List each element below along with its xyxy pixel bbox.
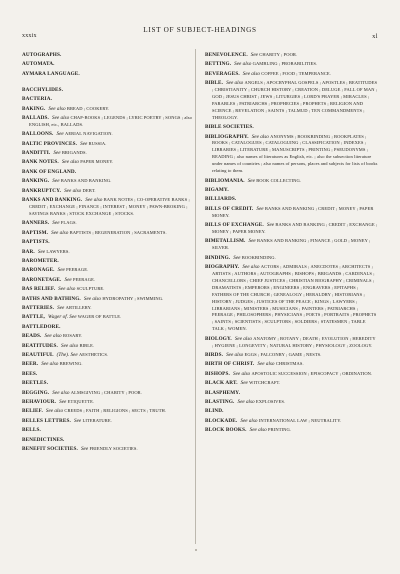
entry-ref-text: BREAD ; COOKERY. [66,105,110,111]
entry-ref-text: BANKS AND BANKING ; FINANCE ; GOLD ; MONEY ; SILVER. [212,238,371,251]
entry-ref-text: CHARITY ; POOR. [259,52,298,57]
entry-ref-label: See also [48,105,66,112]
entry-heading: BEER. [22,361,39,368]
entry-ref-label: See also [64,187,82,194]
entry-ref-label: See also [41,361,59,368]
subject-entry [22,343,195,350]
entry-heading: BINDING. [205,254,231,261]
subject-entry [22,408,195,415]
entry-ref-label: See [80,140,88,147]
left-column [22,52,195,455]
entry-heading: BACCHYLIDES. [22,86,64,93]
subject-entry [22,352,195,359]
entry-ref-label: Wager of. See [48,314,77,321]
subject-entry [22,296,195,303]
entry-ref-text: DEBT. [82,187,96,193]
entry-ref-label: See also [226,80,244,87]
page-number-left: xxxix [22,33,37,39]
entry-ref-text: WITCHCRAFT. [249,380,281,386]
subject-entry [22,267,195,274]
entry-ref-text: COFFEE ; FOOD ; TEMPERANCE. [261,70,332,76]
entry-ref-label: See [73,417,82,424]
subject-entry [205,134,378,175]
entry-heading: AUTOMATA. [22,61,55,68]
entry-ref-text: HYDROPATHY ; SWIMMING. [102,295,164,301]
entry-ref-label: See [59,399,67,406]
column-divider [195,49,196,544]
entry-heading: BANKS AND BANKING. [22,197,83,204]
subject-entry [205,206,378,220]
entry-ref-text: BIBLE. [79,342,95,348]
footer-mark [195,549,197,551]
entry-ref-text: PEERAGE. [72,276,96,282]
entry-ref-label: See also [44,333,62,340]
entry-ref-text: WAGER OF BATTLE. [77,314,122,320]
subject-entry [22,418,195,425]
subject-entry [205,238,378,252]
entry-ref-label: See [250,52,258,58]
entry-ref-label: See also [240,417,258,424]
subject-entry [22,314,195,321]
entry-ref-text: BAPTISTS ; REGENERATION ; SACRAMENTS. [69,229,167,235]
entry-heading: BILLS OF EXCHANGE. [205,222,264,229]
subject-entry [22,258,195,265]
entry-ref-label: See [266,222,275,229]
entry-heading: BAPTISTS. [22,239,50,246]
entry-ref-text: BOOK COLLECTING. [256,177,302,183]
entry-ref-text: ACTORS ; ADMIRALS ; ANECDOTES ; ARCHITECTS ; ARTISTS ; AUTHORS ; AUTOGRAPHS ; BISHOPS ; BRIGANDS ; CARDINALS ; CHANCELLORS ; CHIEF JUSTICES ; CHRISTIAN BIOGRAPHY ; CRIMINALS ; DRAMATISTS ; EMPERORS ; ENGINEERS ; ENGRAVERS ; EPITAPHS ; FATHERS OF THE CHURCH ; GENEALOGY ; HERALDRY ; HISTORIANS ; HISTORY ; JUDGES ; JUSTICES OF THE PEACE ; KINGS ; LAWYERS ; LIBRARIANS ; MINISTERS ; MUSICIANS ; PAINTERS ; PATRIARCHS ; PEERAGE ; PHILOSOPHERS ; PHYSICIANS ; POETS ; PORTRAITS ; PROPHETS ; SAINTS ; SCIENTISTS ; SCULPTORS ; SOLDIERS ; STATESMEN ; TABLE TALK ; WOMEN. [212,264,377,332]
entry-ref-label: See [53,150,61,157]
entry-ref-label: See also [83,295,102,302]
subject-entry [205,427,378,434]
entry-ref-label: See [64,276,72,283]
subject-entry [205,61,378,68]
entry-ref-text: BANK NOTES ; CO-OPERATIVE BANKS ; CREDIT ; EXCHANGE ; FINANCE ; INTEREST ; MONEY ; PAWN-BROKING ; SAVINGS BANKS ; STOCK EXCHANGE ; STOCKS. [29,197,190,216]
subject-entry [205,399,378,406]
entry-heading: BIBLIOGRAPHY. [205,133,249,140]
subject-entry [22,188,195,195]
entry-ref-label: See [247,177,255,184]
entry-heading: BIOLOGY. [205,335,232,342]
entry-ref-text: ANGELS ; APOCRYPHAL GOSPELS ; APOSTLES ; BEATITUDES ; CHRISTIANITY ; CHURCH HISTORY ; CREATION ; DELUGE ; FALL OF MAN ; GOD ; JESUS CHRIST ; JEWS ; LITURGIES ; LORD'S PRAYER ; MIRACLES ; PARABLES ; PATRIARCHS ; PROPHECIES ; PROPHETS ; RELIGION AND SCIENCE ; REVELATION ; SAINTS ; TALMUD ; TEN COMMANDMENTS ; THEOLOGY. [212,80,378,120]
entry-heading: BENEDICTINES. [22,436,65,443]
subject-entry [22,96,195,103]
entry-heading: BEVERAGES. [205,70,240,77]
entry-ref-label: See also [234,335,252,342]
subject-entry [22,230,195,237]
entry-ref-label: See [233,254,241,261]
entry-ref-label: See [57,304,65,311]
entry-ref-text: GAMBLING ; PROBABILITIES. [252,61,318,67]
subject-entry [22,361,195,368]
subject-entry [22,427,195,434]
entry-ref-label: See [52,178,60,185]
entry-ref-text: ANONYMS ; BOOKBINDING ; BOOKPLATES ; BOOKS ; CATALOGUES ; CATALOGUING ; CLASSIFICATION ; INDEXES ; LIBRARIES ; LITERATURE ; MANUSCRIPTS ; PRINTING ; PSEUDONYMS ; READING ; also names of literatures as English, etc. ; also the subsection literature under names of countries ; also names of persons, places and subjects for lists of books relating to them. [212,133,378,174]
subject-entry [205,371,378,378]
entry-heading: BARONAGE. [22,267,55,274]
subject-entry [22,71,195,78]
subject-entry [22,220,195,227]
entry-heading: BIBLIOMANIA. [205,177,245,184]
subject-entry [22,131,195,138]
entry-ref-text: EXPLOSIVES. [255,398,286,404]
entry-ref-label: (The). See [56,352,78,358]
entry-heading: BILLIARDS. [205,196,237,203]
subject-entry [205,408,378,415]
subject-entry [205,196,378,203]
entry-heading: BLIND. [205,408,224,415]
subject-entry [205,222,378,236]
subject-entry [205,80,378,121]
entry-heading: BILLS OF CREDIT. [205,205,254,212]
entry-ref-text: CHRISTMAS. [275,361,304,367]
subject-entry [22,197,195,218]
subject-entry [22,380,195,387]
entry-heading: AYMARA LANGUAGE. [22,70,80,77]
entry-ref-text: LAWYERS. [46,248,70,254]
entry-ref-label: See also [242,70,260,77]
entry-ref-text: BANKS AND BANKING ; CREDIT ; MONEY ; PAPER MONEY. [212,205,374,218]
entry-heading: BALLADS. [22,114,50,121]
entry-ref-text: APOSTOLIC SUCCESSION ; EPISCOPACY ; ORDINATION. [251,370,373,376]
entry-ref-text: ANATOMY ; BOTANY ; DEATH ; EVOLUTION ; HEREDITY ; HYGIENE ; LONGEVITY ; NATURAL HISTORY ; PHYSIOLOGY ; ZOOLOGY. [212,335,376,348]
entry-heading: BENEFIT SOCIETIES. [22,446,78,453]
entry-heading: BIRTH OF CHRIST. [205,361,255,368]
entry-ref-label: See also [234,61,252,68]
entry-ref-text: ETIQUETTE. [67,399,95,405]
entry-ref-text: AERIAL NAVIGATION. [64,131,113,137]
subject-entry [22,159,195,166]
subject-entry [22,390,195,397]
subject-entry [22,115,195,129]
entry-heading: BALTIC PROVINCES. [22,140,78,147]
entry-ref-text: ROSARY. [62,333,83,339]
entry-ref-text: BRIGANDS. [61,150,87,156]
entry-heading: BANNERS. [22,220,50,227]
subject-entry [205,418,378,425]
subject-entry [205,264,378,333]
entry-heading: BATTLEDORE. [22,323,61,330]
entry-ref-text: BREWING. [59,361,83,367]
entry-heading: BISHOPS. [205,370,230,377]
subject-entry [205,390,378,397]
entry-ref-label: See [57,267,65,274]
entry-heading: BEES. [22,370,38,377]
entry-heading: BANKRUPTCY. [22,187,62,194]
entry-ref-text: BOOKBINDING. [241,254,276,260]
entry-heading: BANK NOTES. [22,159,59,166]
entry-heading: BIOGRAPHY. [205,264,240,271]
subject-entry [205,336,378,350]
entry-heading: BEAUTIFUL [22,352,54,358]
entry-heading: BLACK ART. [205,380,238,387]
entry-ref-text: BANKS AND BANKING. [60,178,112,184]
entry-ref-text: EGGS ; FALCONRY ; GAME ; NESTS. [244,351,322,357]
entry-ref-label: See also [51,229,69,236]
entry-heading: BLASPHEMY. [205,389,241,396]
entry-heading: BIBLE SOCIETIES. [205,124,254,131]
subject-entry [205,352,378,359]
subject-entry [22,446,195,453]
entry-heading: BAR. [22,248,35,255]
subject-entry [205,71,378,78]
subject-entry [205,187,378,194]
entry-heading: BANKING. [22,178,50,185]
entry-heading: BANDITTI. [22,150,51,157]
subject-entry [22,277,195,284]
entry-ref-text: PAPER MONEY. [80,159,114,165]
page-header [22,26,378,40]
entry-ref-label: See also [237,398,255,405]
entry-ref-text: LITERATURE. [82,417,112,423]
subject-entry [22,52,195,59]
entry-heading: BELLS. [22,427,41,434]
entry-heading: BELIEF. [22,408,43,415]
entry-ref-text: FLAGS. [60,220,77,226]
entry-heading: BATTERIES. [22,304,55,311]
entry-ref-text: ARTILLERY. [65,304,92,310]
subject-entry [22,437,195,444]
subject-entry [205,255,378,262]
entry-ref-text: RUSSIA. [88,140,107,146]
subject-entry [22,371,195,378]
entry-ref-text: PRINTING. [268,427,292,433]
entry-ref-text: FRIENDLY SOCIETIES. [89,446,138,452]
subject-entry [22,106,195,113]
entry-heading: BEGGING. [22,389,50,396]
entry-heading: BEADS. [22,333,42,340]
subject-entry [22,87,195,94]
entry-ref-text: CREEDS ; FAITH ; RELIGIONS ; SECTS ; TRUTH. [64,408,167,414]
page-number-right: xl [372,33,378,40]
entry-ref-label: See also [61,159,79,166]
entry-heading: BAKING. [22,105,46,112]
entry-ref-label: See also [52,114,70,121]
entry-ref-label: See [80,446,89,453]
entry-ref-label: See [56,131,64,138]
entry-heading: BIMETALLISM. [205,238,246,245]
entry-ref-label: See also [233,370,251,377]
subject-entry [205,380,378,387]
entry-ref-text: CHAP-BOOKS ; LEGENDS ; LYRIC POETRY ; SONGS ; also ENGLISH, etc., BALLADS. [29,114,192,127]
subject-entry [205,52,378,59]
subject-entry [205,178,378,185]
entry-heading: BAS RELIEF. [22,286,56,293]
subject-entry [22,324,195,331]
subject-entry [22,333,195,340]
entry-heading: BATHS AND BATHING. [22,295,81,302]
entry-ref-label: See also [226,351,244,358]
entry-heading: AUTOGRAPHS. [22,52,62,58]
entry-ref-label: See [52,220,60,227]
entry-ref-label: See also [257,361,275,368]
right-column [205,52,378,437]
subject-entry [22,150,195,157]
section-gap [22,80,195,84]
entry-ref-label: See also [52,389,70,396]
entry-ref-text: INTERNATIONAL LAW ; NEUTRALITY. [258,417,342,423]
entry-ref-label: See also [61,342,79,349]
entry-heading: BLASTING. [205,398,235,405]
entry-heading: BEATITUDES. [22,342,59,349]
entry-ref-text: SCULPTURE. [76,286,105,292]
entry-ref-label: See also [249,427,267,434]
entry-ref-label: See [248,238,256,245]
entry-heading: BETTING. [205,61,232,68]
entry-heading: BIRDS. [205,351,224,358]
subject-entry [205,124,378,131]
entry-ref-label: See [37,248,46,255]
entry-ref-label: See [240,380,248,387]
entry-heading: BATTLE, [22,314,46,321]
entry-heading: BANK OF ENGLAND. [22,168,77,175]
entry-ref-text: AESTHETICS. [78,352,109,357]
entry-heading: BIGAMY. [205,186,229,193]
subject-entry [22,178,195,185]
subject-entry [22,305,195,312]
entry-heading: BLOCK BOOKS. [205,427,247,434]
entry-ref-label: See also [45,408,64,415]
entry-ref-text: ALMSGIVING ; CHARITY ; POOR. [70,389,143,395]
entry-ref-text: BANKS AND BANKING ; CREDIT ; EXCHANGE ; MONEY ; PAPER MONEY. [212,222,378,234]
entry-heading: BELLES LETTRES. [22,417,71,424]
entry-heading: BAROMETER. [22,257,59,264]
entry-heading: BARONETAGE. [22,276,62,283]
entry-heading: BLOCKADE. [205,417,238,424]
entry-heading: BIBLE. [205,80,224,87]
subject-entry [22,399,195,406]
subject-entry [22,249,195,256]
entry-ref-label: See also [242,264,260,271]
entry-heading: BAPTISM. [22,229,49,236]
entry-ref-label: See also [251,133,269,140]
entry-heading: BACTERIA. [22,96,53,103]
entry-ref-label: See also [58,286,76,293]
subject-entry [205,361,378,368]
entry-heading: BEETLES. [22,380,49,387]
subject-entry [22,239,195,246]
entry-heading: BEHAVIOUR. [22,399,57,406]
entry-heading: BALLOONS. [22,131,54,138]
subject-entry [22,169,195,176]
entry-ref-text: PEERAGE. [66,267,89,273]
entry-heading: BENEVOLENCE. [205,52,248,58]
page-title: LIST OF SUBJECT-HEADINGS [143,26,257,34]
subject-entry [22,141,195,148]
subject-entry [22,61,195,68]
entry-ref-label: See [256,205,264,212]
subject-entry [22,286,195,293]
entry-ref-label: See also [85,197,103,204]
